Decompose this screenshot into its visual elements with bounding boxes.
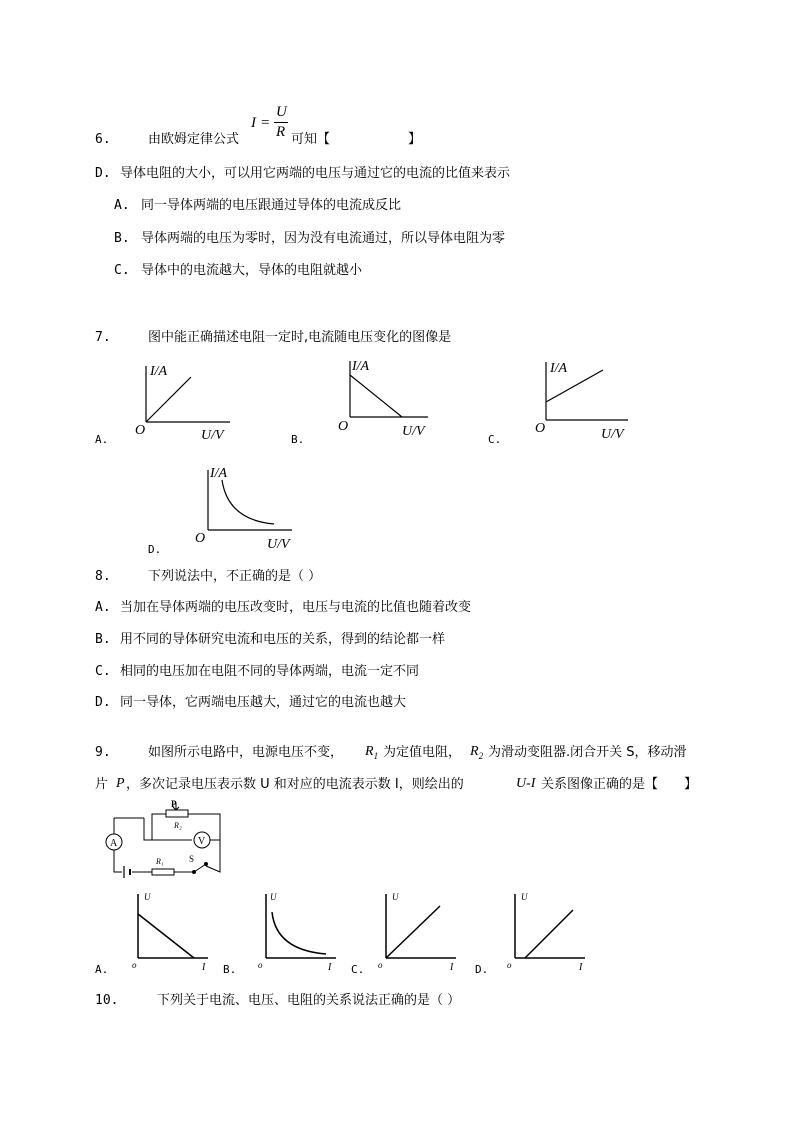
graph-line [525, 910, 573, 958]
q7-stem: 图中能正确描述电阻一定时,电流随电压变化的图像是 [148, 330, 452, 345]
switch-label: S [189, 854, 195, 864]
y-axis-label: U [392, 892, 399, 902]
q6-after-formula: 可知【 [291, 132, 331, 147]
graph-line [350, 375, 402, 417]
graph-line [386, 906, 440, 958]
q6-number: 6. [95, 132, 111, 147]
q6-option-d-text: 导体电阻的大小，可以用它两端的电压与通过它的电流的比值来表示 [120, 166, 511, 181]
q6-option-b-text: 导体两端的电压为零时，因为没有电流通过，所以导体电阻为零 [141, 231, 506, 246]
q6-formula-lhs: I [251, 115, 256, 131]
q9-line2-c: 关系图像正确的是【 [541, 777, 659, 792]
q9-graph-a [128, 888, 220, 976]
q8-stem: 下列说法中，不正确的是（ ） [148, 569, 322, 584]
q8-option-c-text: 相同的电压加在电阻不同的导体两端，电流一定不同 [120, 664, 420, 679]
q9-line1-a: 如图所示电路中，电源电压不变， [148, 745, 344, 760]
wire-to-rheostat [152, 814, 166, 840]
q6-option-c-text: 导体中的电流越大，导体的电阻就越小 [141, 263, 363, 278]
y-axis-label: U [270, 892, 277, 902]
q9-line2-b: ，多次记录电压表示数 U 和对应的电流表示数 I，则绘出的 [126, 777, 464, 792]
x-axis-label: I [202, 962, 206, 973]
q10-number: 10. [95, 993, 119, 1008]
resistor-r1-symbol [152, 869, 174, 875]
q6-option-a-letter: A. [114, 198, 130, 213]
q7-graph-a [130, 358, 240, 443]
resistor-label: R₁ [156, 857, 164, 866]
q9-graph-b-letter: B. [223, 963, 237, 976]
q9-r1-symbol: $R_1$ [365, 744, 379, 761]
q9-ui-symbol: U-I [516, 776, 536, 791]
q7-graph-d [192, 460, 302, 552]
q6-option-a-text: 同一导体两端的电压跟通过导体的电流成反比 [141, 198, 402, 213]
x-axis-label: I [579, 962, 583, 973]
q9-graph-d-letter: D. [475, 963, 489, 976]
q7-graph-d-letter: D. [148, 543, 162, 556]
q9-line2-a: 片 [95, 777, 109, 792]
q8-option-d-text: 同一导体，它两端电压越大，通过它的电流也越大 [120, 695, 407, 710]
x-axis-label: U/V [601, 427, 624, 442]
x-axis-label: I [450, 962, 454, 973]
wire-left-middle [144, 818, 192, 840]
ammeter-label: A [110, 838, 118, 849]
q8-option-a-letter: A. [95, 600, 111, 615]
q10-stem: 下列关于电流、电压、电阻的关系说法正确的是（ ） [157, 993, 461, 1008]
y-axis-label: U [144, 892, 151, 902]
switch-contact-right [205, 863, 208, 866]
q6-formula-numerator: U [276, 104, 287, 120]
graph-curve [222, 480, 274, 524]
q8-option-b-letter: B. [95, 632, 111, 647]
origin-label: O [135, 423, 146, 438]
origin-label: o [132, 960, 137, 970]
q6-stem: 由欧姆定律公式 [148, 132, 240, 147]
graph-curve [272, 912, 326, 954]
y-axis-label: I/A [352, 359, 370, 374]
origin-label: o [507, 960, 512, 970]
y-axis-label: I/A [210, 466, 228, 481]
q8-option-b-text: 用不同的导体研究电流和电压的关系，得到的结论都一样 [120, 632, 446, 647]
q7-number: 7. [95, 330, 111, 345]
graph-line [138, 914, 194, 958]
rheostat-label: R₂ [174, 821, 182, 830]
y-axis-label: I/A [550, 361, 568, 376]
q9-r2-symbol: $R_2$ [470, 744, 484, 761]
origin-label: o [378, 960, 383, 970]
switch-lever [194, 864, 206, 872]
y-axis-label: U [521, 892, 528, 902]
q6-option-c-letter: C. [114, 263, 130, 278]
q9-line1-c: 为滑动变阻器.闭合开关 S，移动滑 [488, 745, 687, 760]
origin-label: o [258, 960, 263, 970]
q6-formula-denominator: R [276, 124, 286, 140]
q9-graph-a-letter: A. [95, 963, 109, 976]
q9-graph-b [256, 888, 348, 976]
x-axis-label: U/V [267, 537, 290, 552]
q9-line1-b: 为定值电阻， [383, 745, 462, 760]
x-axis-label: U/V [201, 428, 224, 443]
x-axis-label: U/V [402, 424, 425, 439]
rheostat-r2-symbol [166, 810, 188, 817]
q9-graph-c-letter: C. [351, 963, 365, 976]
origin-label: O [535, 421, 546, 436]
q6-bracket-close: 】 [408, 132, 422, 147]
q9-graph-d [505, 888, 597, 976]
q7-graph-b-letter: B. [291, 433, 305, 446]
slider-label: P [171, 799, 177, 809]
q6-option-b-letter: B. [114, 231, 130, 246]
origin-label: O [338, 419, 349, 434]
q9-bracket-close: 】 [684, 777, 698, 792]
q8-option-c-letter: C. [95, 664, 111, 679]
q6-option-d-letter: D. [95, 166, 111, 181]
q9-circuit-diagram [94, 800, 228, 882]
q9-p-symbol: P [116, 776, 125, 791]
x-axis-label: I [328, 962, 332, 973]
q7-graph-b [334, 353, 444, 438]
y-axis-label: I/A [150, 364, 168, 379]
origin-label: O [195, 531, 206, 546]
q9-graph-c [376, 888, 468, 976]
graph-line [146, 377, 191, 422]
voltmeter-label: V [198, 836, 206, 847]
q7-graph-a-letter: A. [95, 433, 109, 446]
q7-graph-c-letter: C. [488, 433, 502, 446]
q6-fraction-bar [274, 122, 288, 123]
q8-option-d-letter: D. [95, 695, 111, 710]
q7-graph-c [530, 356, 640, 441]
q6-formula-eq: = [261, 115, 270, 131]
q8-option-a-text: 当加在导体两端的电压改变时，电压与电流的比值也随着改变 [120, 600, 472, 615]
q8-number: 8. [95, 569, 111, 584]
q9-number: 9. [95, 745, 111, 760]
